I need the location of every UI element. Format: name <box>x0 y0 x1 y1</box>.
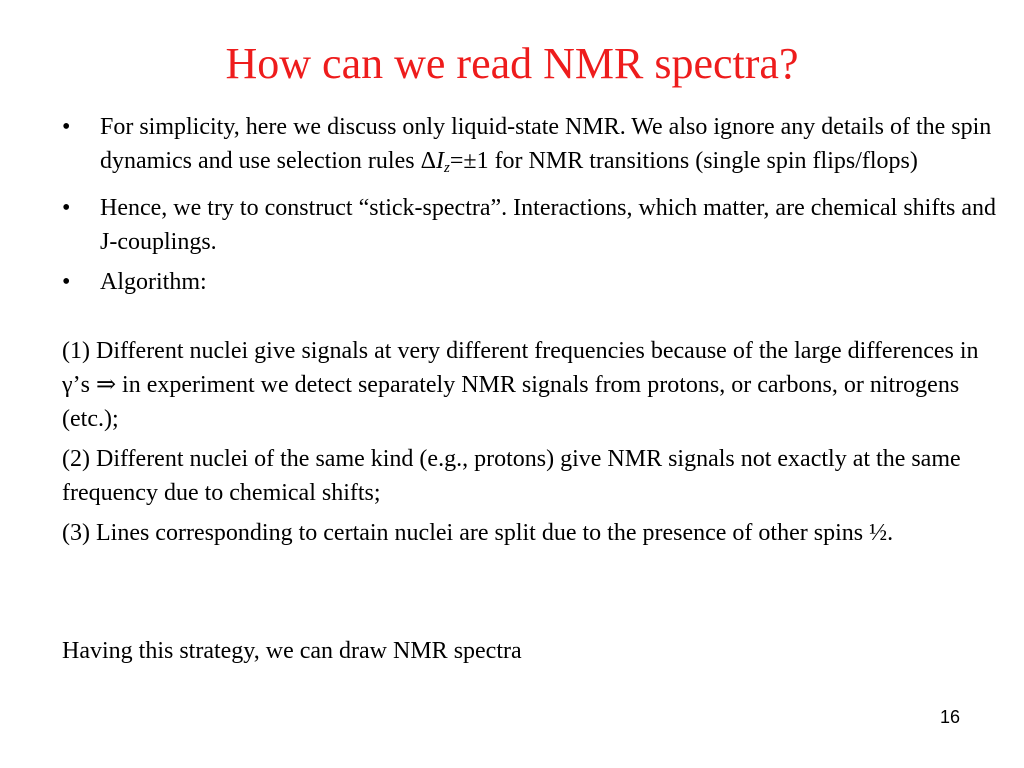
algorithm-steps <box>62 334 1002 556</box>
bullet-item <box>62 191 1002 259</box>
algorithm-step: (3) Lines corresponding to certain nuclei are split due to the presence of other spins ½. <box>62 520 894 546</box>
bullet-list <box>62 110 1002 305</box>
bullet-text: Algorithm: <box>100 269 207 295</box>
spin-subscript: z <box>444 160 450 176</box>
bullet-text: =±1 for NMR transitions (single spin flips/flops) <box>449 148 918 174</box>
algorithm-step: (2) Different nuclei of the same kind (e.g., protons) give NMR signals not exactly at the same frequency due to chemical shifts; <box>62 446 961 506</box>
bullet-dot-icon: • <box>62 269 71 295</box>
bullet-dot-icon: • <box>62 114 71 140</box>
page-number: 16 <box>940 707 961 727</box>
spin-variable: I <box>436 148 445 174</box>
closing-statement: Having this strategy, we can draw NMR spectra <box>62 638 522 664</box>
bullet-text: Hence, we try to construct “stick-spectra”. Interactions, which matter, are chemical shifts and J-couplings. <box>100 195 997 255</box>
bullet-item <box>62 265 1002 299</box>
algorithm-step: (1) Different nuclei give signals at very different frequencies because of the large differences in γ’s ⇒ in experiment we detect separately NMR signals from protons, or carbons, or nitrogens (etc.); <box>62 338 979 432</box>
bullet-item <box>62 110 1002 185</box>
slide-title: How can we read NMR spectra? <box>225 39 799 88</box>
bullet-dot-icon: • <box>62 195 71 221</box>
bullet-text: For simplicity, here we discuss only liquid-state NMR. We also ignore any details of the spin dynamics and use selection rules <box>100 114 992 174</box>
delta-symbol: Δ <box>420 148 437 174</box>
